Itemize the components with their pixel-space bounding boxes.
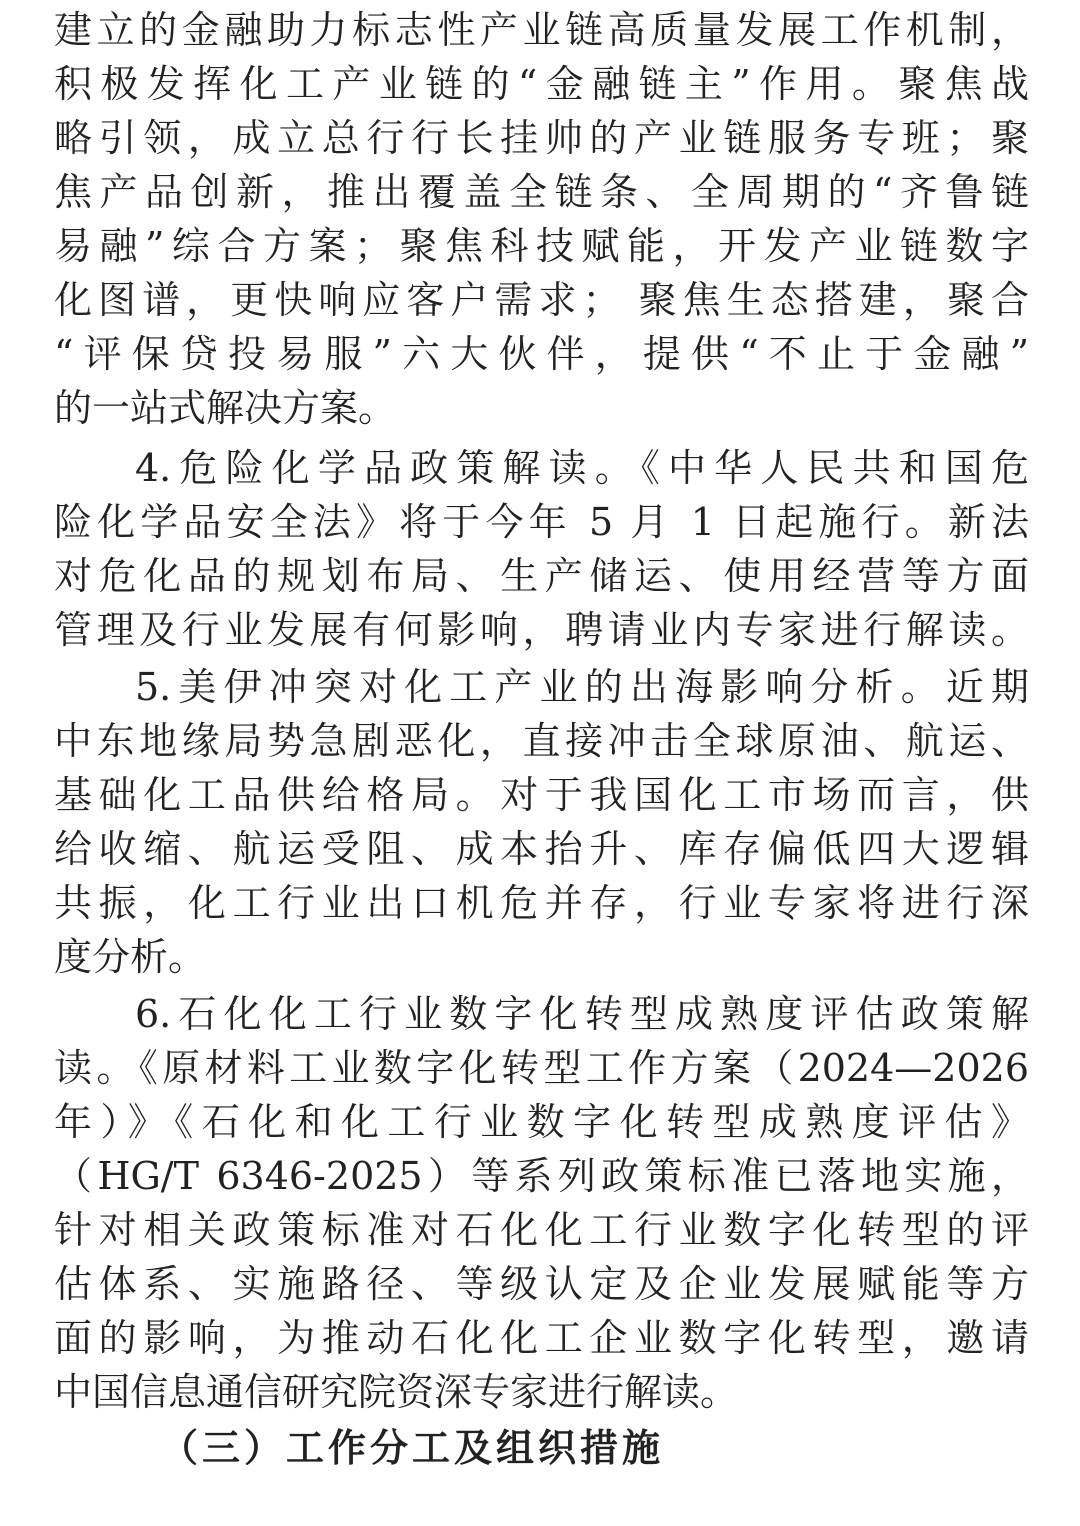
paragraph-line: 面的影响，为推动石化化工企业数字化转型，邀请 — [54, 1316, 1029, 1360]
section-heading: （三）工作分工及组织措施 — [160, 1426, 665, 1470]
paragraph-line: 中国信息通信研究院资深专家进行解读。 — [54, 1370, 739, 1414]
paragraph-line: 管理及行业发展有何影响，聘请业内专家进行解读。 — [54, 608, 1029, 652]
paragraph-line: 针对相关政策标准对石化化工行业数字化转型的评 — [54, 1208, 1029, 1252]
paragraph-line: 基础化工品供给格局。对于我国化工市场而言，供 — [54, 773, 1029, 817]
paragraph-line: 中东地缘局势急剧恶化，直接冲击全球原油、航运、 — [54, 719, 1029, 763]
paragraph-line: 估体系、实施路径、等级认定及企业发展赋能等方 — [54, 1262, 1029, 1306]
paragraph-line: 的一站式解决方案。 — [54, 386, 397, 430]
paragraph-line: 易融”综合方案；聚焦科技赋能，开发产业链数字 — [54, 224, 1029, 268]
paragraph-line: 略引领，成立总行行长挂帅的产业链服务专班；聚 — [54, 116, 1029, 160]
item-4-heading-line: 4.危险化学品政策解读。《中华人民共和国危 — [135, 446, 1029, 490]
paragraph-line: 度分析。 — [54, 935, 207, 979]
paragraph-line: 对危化品的规划布局、生产储运、使用经营等方面 — [54, 554, 1029, 598]
paragraph-line: 年）》《石化和化工行业数字化转型成熟度评估》 — [54, 1100, 1029, 1144]
paragraph-line: 给收缩、航运受阻、成本抬升、库存偏低四大逻辑 — [54, 827, 1029, 871]
paragraph-line: （HG/T 6346-2025）等系列政策标准已落地实施， — [54, 1154, 1029, 1198]
paragraph-line: 积极发挥化工产业链的“金融链主”作用。聚焦战 — [54, 62, 1029, 106]
paragraph-line: 险化学品安全法》将于今年 5 月 1 日起施行。新法 — [54, 500, 1029, 544]
paragraph-line: 化图谱，更快响应客户需求； 聚焦生态搭建，聚合 — [54, 278, 1029, 322]
paragraph-line: “评保贷投易服”六大伙伴，提供“不止于金融” — [54, 332, 1029, 376]
paragraph-line: 读。《原材料工业数字化转型工作方案（2024—2026 — [54, 1046, 1029, 1090]
paragraph-line: 焦产品创新，推出覆盖全链条、全周期的“齐鲁链 — [54, 170, 1029, 214]
paragraph-line: 共振，化工行业出口机危并存，行业专家将进行深 — [54, 881, 1029, 925]
item-5-heading-line: 5.美伊冲突对化工产业的出海影响分析。近期 — [135, 665, 1029, 709]
paragraph-line: 建立的金融助力标志性产业链高质量发展工作机制， — [54, 8, 1029, 52]
item-6-heading-line: 6.石化化工行业数字化转型成熟度评估政策解 — [135, 992, 1029, 1036]
